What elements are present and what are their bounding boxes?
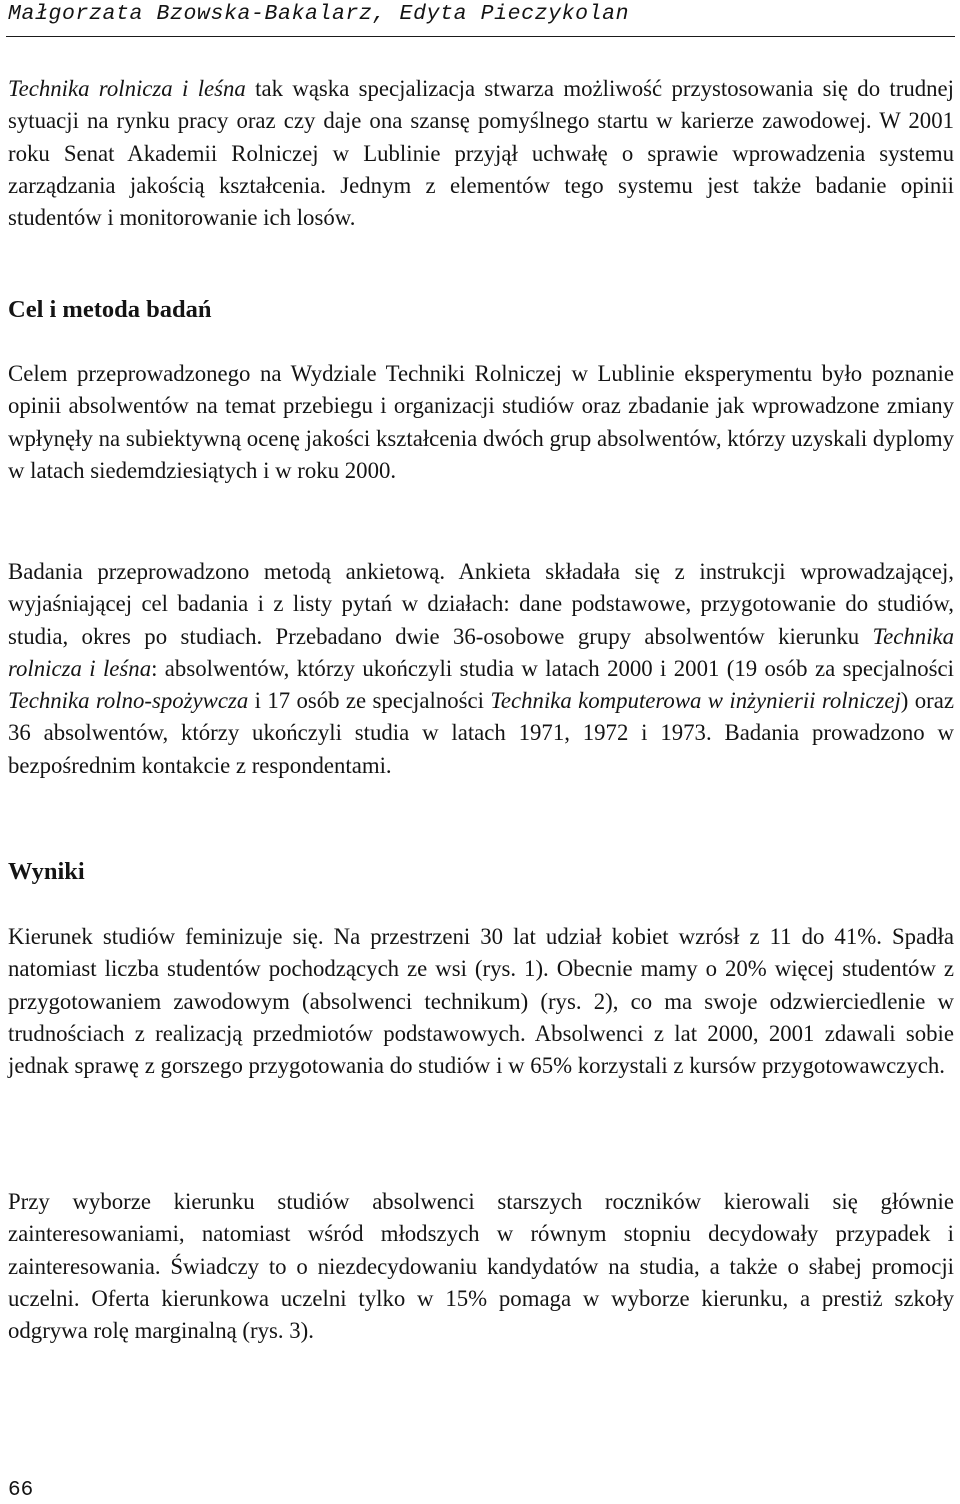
method-paragraph-2 — [8, 556, 954, 782]
header-divider — [6, 36, 955, 37]
method-text-part-3: i 17 osób ze specjalności — [248, 688, 491, 714]
page-number: 66 — [8, 1479, 34, 1502]
method-text-part-1: Badania przeprowadzono metodą ankietową. Ankieta składała się z instrukcji wprowadzającej, wyjaśniającej cel badania i z listy pytań w działach: dane podstawowe, przygotowanie do studiów, studia, okres po studiach. Przebadano dwie 36-osobowe grupy absolwentów kierunku — [8, 559, 954, 649]
running-header: Małgorzata Bzowska-Bakalarz, Edyta Pieczykolan — [8, 2, 630, 26]
section-heading-method: Cel i metoda badań — [8, 296, 212, 323]
method-paragraph-1: Celem przeprowadzonego na Wydziale Techniki Rolniczej w Lublinie eksperymentu było poznanie opinii absolwentów na temat przebiegu i organizacji studiów oraz zbadanie jak wprowadzone zmiany wpłynęły na subiektywną ocenę jakości kształcenia dwóch grup absolwentów, którzy uzyskali dyplomy w latach siedemdziesiątych i w roku 2000. — [8, 361, 954, 483]
intro-term: Technika rolnicza i leśna — [8, 76, 246, 101]
results-paragraph-1: Kierunek studiów feminizuje się. Na przestrzeni 30 lat udział kobiet wzrósł z 11 do 41%. Spadła natomiast liczba studentów pochodzących ze wsi (rys. 1). Obecnie mamy o 20% więcej studentów z przygotowaniem zawodowym (absolwenci technikum) (rys. 2), co ma swoje odzwierciedlenie w trudnościach z realizacją przedmiotów podstawowych. Absolwenci z lat 2000, 2001 zdawali sobie jednak sprawę z gorszego przygotowania do studiów i w 65% korzystali z kursów przygotowawczych. — [8, 924, 954, 1079]
section-heading-results: Wyniki — [8, 858, 85, 885]
method-term-3: Technika komputerowa w inżynierii rolniczej — [490, 688, 901, 714]
results-paragraph-2: Przy wyborze kierunku studiów absolwenci starszych roczników kierowali się głównie zainteresowaniami, natomiast wśród młodszych w równym stopniu decydowały przypadek i zainteresowania. Świadczy to o niezdecydowaniu kandydatów na studia, a także o słabej promocji uczelni. Oferta kierunkowa uczelni tylko w 15% pomaga w wyborze kierunku, a prestiż szkoły odgrywa rolę marginalną (rys. 3). — [8, 1189, 954, 1344]
method-term-1: Technika rolnicza i leśna — [8, 623, 954, 681]
intro-paragraph — [8, 73, 954, 234]
method-text-part-2: : absolwentów, którzy ukończyli studia w latach 2000 i 2001 (19 osób za specjalności — [151, 655, 954, 681]
intro-text: tak wąska specjalizacja stwarza możliwość przystosowania się do trudnej sytuacji na rynku pracy oraz czy daje ona szansę pomyślnego startu w karierze zawodowej. W 2001 roku Senat Akademii Rolniczej w Lublinie przyjął uchwałę o sprawie wprowadzenia systemu zarządzania jakością kształcenia. Jednym z elementów tego systemu jest także badanie opinii studentów i monitorowanie ich losów. — [8, 76, 955, 231]
method-term-2: Technika rolno-spożywcza — [8, 688, 249, 714]
method-text-part-4: ) oraz 36 absolwentów, którzy ukończyli studia w latach 1971, 1972 i 1973. Badania prowadzono w bezpośrednim kontakcie z respondentami. — [8, 688, 954, 778]
